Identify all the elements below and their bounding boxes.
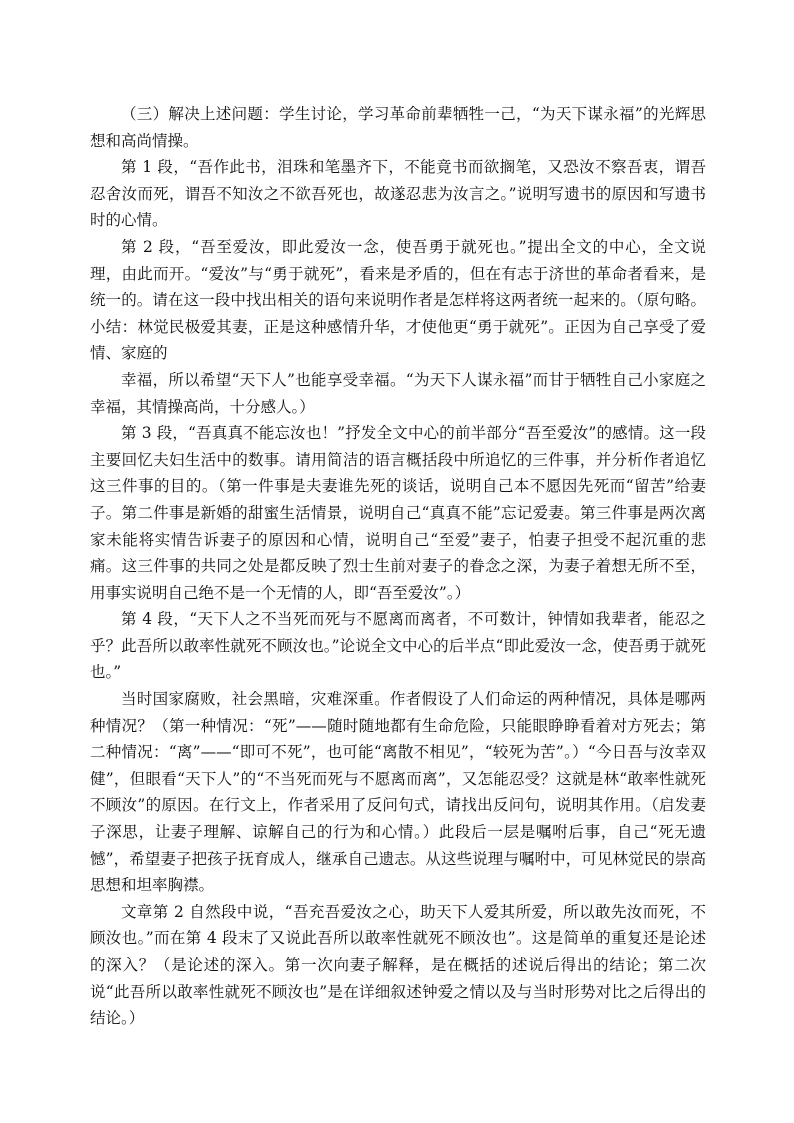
paragraph-section-three-heading: （三）解决上述问题：学生讨论，学习革命前辈牺牲一己，“为天下谋永福”的光辉思想和高尚情操。 [90,105,706,150]
paragraph-section-1: 第 1 段，“吾作此书，泪珠和笔墨齐下，不能竟书而欲搁笔，又恐汝不察吾衷，谓吾忍舍汝而死，谓吾不知汝之不欲吾死也，故遂忍悲为汝言之。”说明写遗书的原因和写遗书时的心情。 [90,158,706,230]
paragraph-section-3: 第 3 段，“吾真真不能忘汝也！”抒发全文中心的前半部分“吾至爱汝”的感情。这一段主要回忆夫妇生活中的数事。请用简洁的语言概括段中所追忆的三件事，并分析作者追忆这三件事的目的。（第一件事是夫妻谁先死的谈话，说明自己本不愿因先死而“留苦”给妻子。第二件事是新婚的甜蜜生活情景，说明自己“真真不能”忘记爱妻。第三件事是两次离家未能将实情告诉妻子的原因和心情，说明自己“至爱”妻子，怕妻子担受不起沉重的悲痛。这三件事的共同之处是都反映了烈士生前对妻子的眷念之深，为妻子着想无所不至，用事实说明自己绝不是一个无情的人，即“吾至爱汝”。） [90,424,706,602]
paragraph-section-4: 第 4 段，“天下人之不当死而死与不愿离而离者，不可数计，钟情如我辈者，能忍之乎？此吾所以敢率性就死不顾汝也。”论说全文中心的后半点“即此爱汝一念，使吾勇于就死也。” [90,610,706,682]
paragraph-comparison-question: 文章第 2 自然段中说，“吾充吾爱汝之心，助天下人爱其所爱，所以敢先汝而死，不顾汝也。”而在第 4 段末了又说此吾所以敢率性就死不顾汝也”。这是简单的重复还是论述的深入？（是论述的深入。第一次向妻子解释，是在概括的述说后得出的结论；第二次说“此吾所以敢率性就死不顾汝也”是在详细叙述钟爱之情以及与当时形势对比之后得出的结论。） [90,902,706,1028]
paragraph-section-4-analysis: 当时国家腐败，社会黑暗，灾难深重。作者假设了人们命运的两种情况，具体是哪两种情况？（第一种情况：“死”——随时随地都有生命危险，只能眼睁睁看着对方死去；第二种情况：“离”——“即可不死”，也可能“离散不相见”，“较死为苦”。）“今日吾与汝幸双健”，但眼看“天下人”的“不当死而死与不愿离而离”，又怎能忍受？这就是林“敢率性就死不顾汝”的原因。在行文上，作者采用了反问句式，请找出反问句，说明其作用。（启发妻子深思，让妻子理解、谅解自己的行为和心情。）此段后一层是嘱咐后事，自己“死无遗憾”，希望妻子把孩子抚育成人，继承自己遗志。从这些说理与嘱咐中，可见林觉民的崇高思想和坦率胸襟。 [90,690,706,895]
document-body [90,101,706,1032]
paragraph-section-2-continued: 幸福，所以希望“天下人”也能享受幸福。“为天下人谋永福”而甘于牺牲自己小家庭之幸福，其情操高尚，十分感人。） [90,370,706,416]
paragraph-section-2: 第 2 段，“吾至爱汝，即此爱汝一念，使吾勇于就死也。”提出全文的中心，全文说理，由此而开。“爱汝”与“勇于就死”，看来是矛盾的，但在有志于济世的革命者看来，是统一的。请在这一段中找出相关的语句来说明作者是怎样将这两者统一起来的。（原句略。小结：林觉民极爱其妻，正是这种感情升华，才使他更“勇于就死”。正因为自己享受了爱情、家庭的 [90,237,706,363]
